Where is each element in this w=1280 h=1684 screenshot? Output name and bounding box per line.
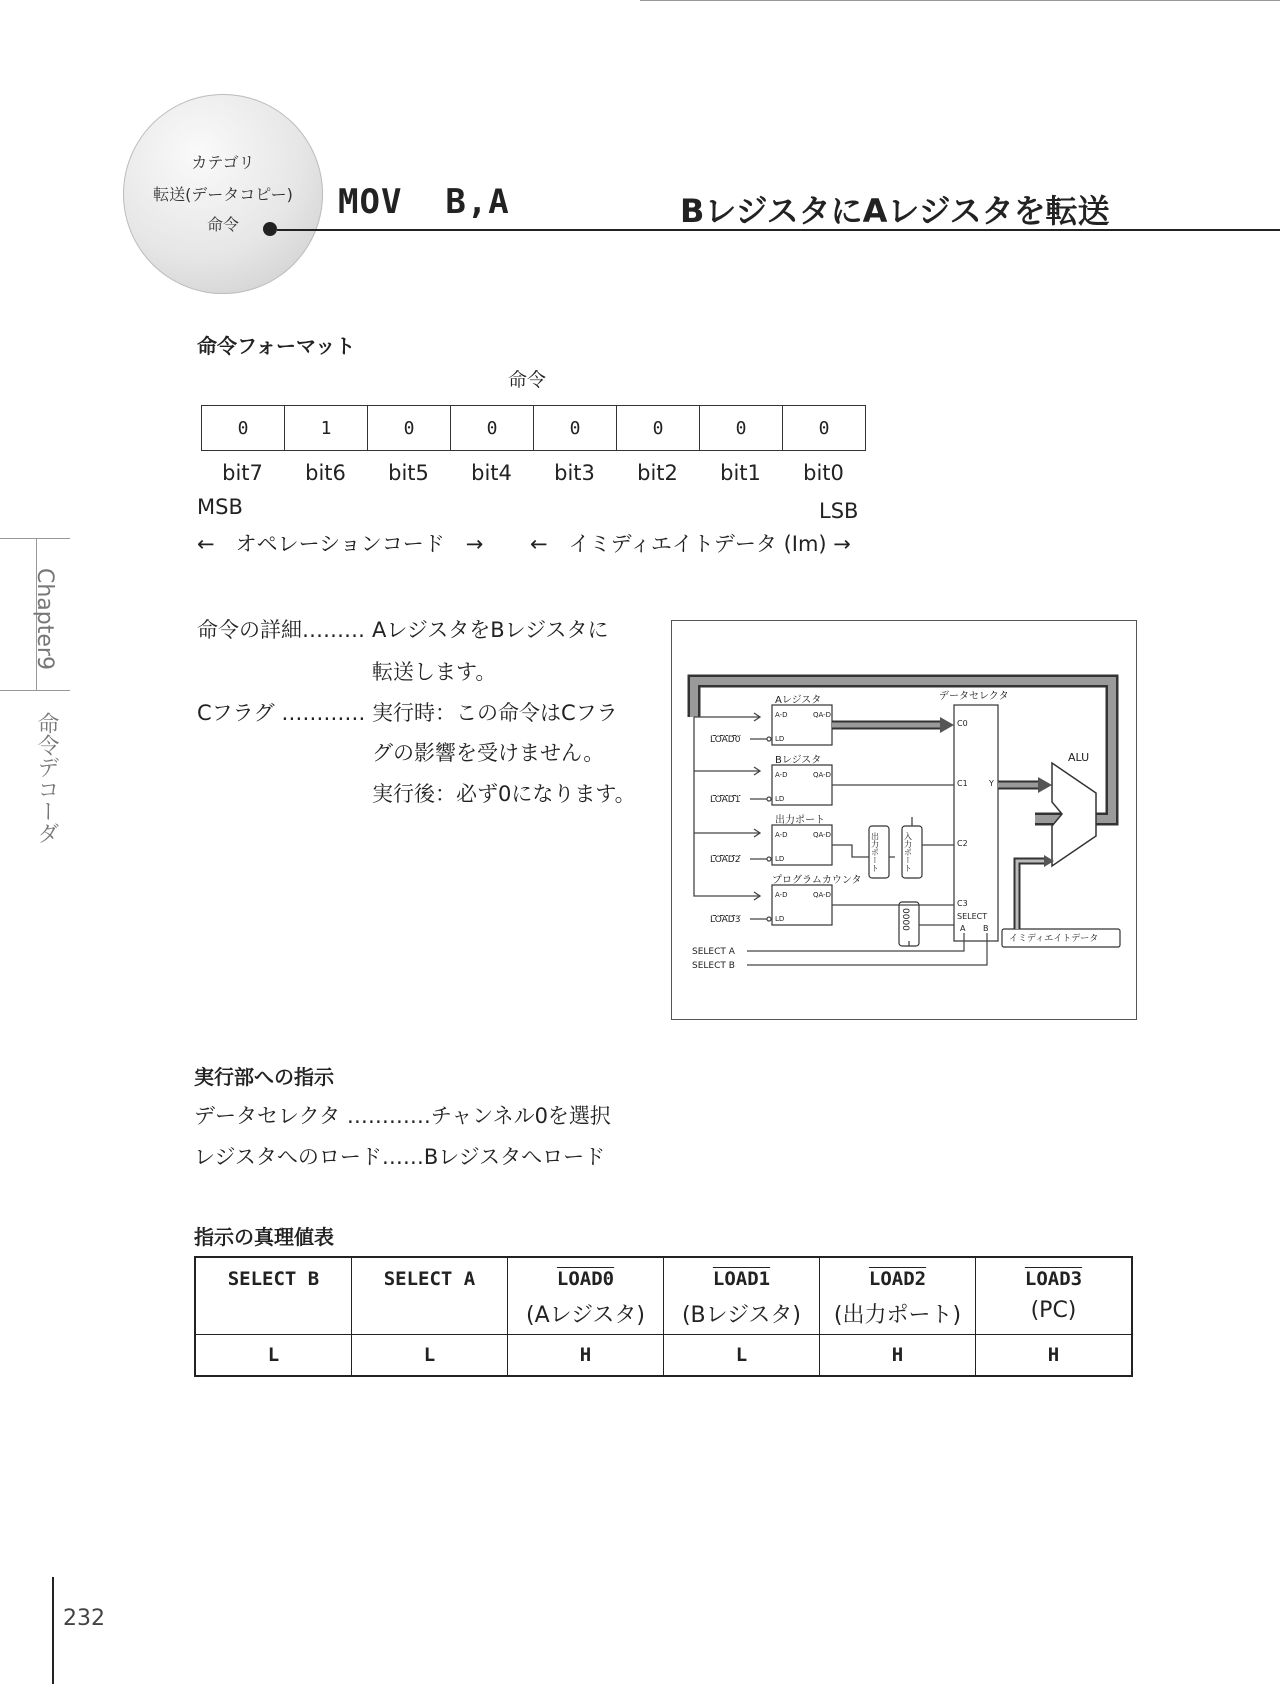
- side-title: 命令デコーダ: [34, 712, 59, 844]
- load2-label: LOAD2: [710, 855, 741, 865]
- side-chapter: Chapter9: [32, 568, 57, 670]
- truth-header-main: LOAD2: [868, 1268, 927, 1290]
- a-out-arrow: [940, 717, 954, 733]
- truth-header: [976, 1257, 1133, 1335]
- ad-label: A-D: [775, 771, 788, 779]
- c3-label: C3: [957, 899, 968, 908]
- b-register-label: Bレジスタ: [775, 755, 822, 766]
- truth-cell: [976, 1335, 1133, 1377]
- out-port-vlabel: 出力ポート: [870, 832, 880, 872]
- bit-cell: 0: [202, 406, 285, 451]
- format-title: 命令フォーマット: [197, 334, 356, 358]
- category-value: 転送(データコピー): [153, 185, 293, 204]
- truth-table: [194, 1256, 1133, 1377]
- truth-header: [820, 1257, 976, 1335]
- ld-label: LD: [775, 735, 785, 743]
- bit-label: bit6: [305, 461, 346, 485]
- truth-header-main: LOAD1: [712, 1268, 771, 1290]
- c2-label: C2: [957, 839, 968, 848]
- truth-value: H: [1047, 1344, 1060, 1366]
- pc-label: プログラムカウンタ: [772, 875, 862, 886]
- exec-title: 実行部への指示: [194, 1065, 334, 1089]
- truth-cell: [664, 1335, 820, 1377]
- detail-text: AレジスタをBレジスタに: [372, 618, 609, 642]
- input-arrows: [754, 713, 760, 900]
- imm-bus-fill: [1017, 861, 1048, 929]
- alu-label: ALU: [1068, 751, 1090, 764]
- q-label: QA-D: [813, 891, 832, 899]
- bit-cell: 0: [700, 406, 783, 451]
- ad-label: A-D: [775, 831, 788, 839]
- q-label: QA-D: [813, 831, 832, 839]
- truth-cell: [820, 1335, 976, 1377]
- page-number: 232: [63, 1606, 105, 1631]
- exec-line: レジスタへのロード……Bレジスタへロード: [194, 1145, 606, 1169]
- q-label: QA-D: [813, 771, 832, 779]
- select-a-pin: A: [960, 924, 966, 933]
- cflag-text: 実行後：必ず0になります。: [372, 782, 636, 806]
- bit-cell: 1: [285, 406, 368, 451]
- instruction-mnemonic: MOV B,A: [338, 182, 510, 222]
- msb-label: MSB: [197, 495, 243, 519]
- truth-header: [508, 1257, 664, 1335]
- truth-header-sub: (Aレジスタ): [525, 1303, 645, 1328]
- a-register-label: Aレジスタ: [775, 695, 822, 706]
- truth-cell: [508, 1335, 664, 1377]
- feedback-bus-fill: [694, 681, 1112, 819]
- bit-table: [201, 405, 866, 451]
- exec-line: データセレクタ …………チャンネル0を選択: [194, 1104, 611, 1128]
- category-label: カテゴリ: [191, 153, 255, 172]
- bit-cell: 0: [617, 406, 700, 451]
- opcode-label: ← オペレーションコード →: [197, 532, 484, 556]
- bit-cell: 0: [451, 406, 534, 451]
- imm-label: イミディエイトデータ: [1009, 934, 1099, 944]
- cflag-text: グの影響を受けません。: [372, 741, 605, 765]
- truth-value: L: [423, 1344, 436, 1366]
- truth-header-main: LOAD3: [1024, 1268, 1083, 1290]
- imm-bus: [1017, 861, 1048, 929]
- zeros-label: 0000: [900, 908, 910, 931]
- select-a-label: SELECT A: [692, 947, 735, 957]
- block-diagram: [672, 621, 1136, 1019]
- truth-title: 指示の真理値表: [194, 1225, 334, 1249]
- ld-label: LD: [775, 795, 785, 803]
- ld-label: LD: [775, 915, 785, 923]
- ad-label: A-D: [775, 711, 788, 719]
- load1-label: LOAD1: [710, 795, 741, 805]
- q-label: QA-D: [813, 711, 832, 719]
- format-table-title: 命令: [508, 369, 547, 391]
- truth-header: [195, 1257, 352, 1335]
- bit-label: bit0: [803, 461, 844, 485]
- truth-cell: [352, 1335, 508, 1377]
- select-label: SELECT: [957, 912, 988, 921]
- truth-header-main: LOAD0: [556, 1268, 615, 1290]
- truth-header: [664, 1257, 820, 1335]
- cflag-text: 実行時：この命令はCフラ: [372, 701, 618, 725]
- truth-header-sub: (Bレジスタ): [681, 1303, 802, 1328]
- c1-label: C1: [957, 779, 968, 788]
- bit-label: bit5: [388, 461, 429, 485]
- page-number-rule: [52, 1577, 54, 1684]
- out-port-label: 出力ポート: [775, 815, 825, 826]
- bit-cell: 0: [534, 406, 617, 451]
- detail-text: 転送します。: [372, 660, 497, 684]
- bit-cell: 0: [783, 406, 866, 451]
- y-arrow: [1038, 777, 1052, 793]
- detail-label: 命令の詳細………: [197, 618, 365, 642]
- truth-header-sub: (出力ポート): [833, 1303, 962, 1328]
- cflag-label: Cフラグ …………: [197, 701, 366, 725]
- ld-label: LD: [775, 855, 785, 863]
- truth-value: L: [735, 1344, 748, 1366]
- select-b-pin: B: [983, 924, 989, 933]
- bit-label: bit4: [471, 461, 512, 485]
- truth-value: H: [891, 1344, 904, 1366]
- load0-label: LOAD0: [710, 735, 741, 745]
- bit-label: bit7: [222, 461, 263, 485]
- y-label: Y: [989, 779, 994, 788]
- select-b-label: SELECT B: [692, 961, 735, 971]
- ad-label: A-D: [775, 891, 788, 899]
- truth-header-sub: (PC): [1030, 1298, 1077, 1323]
- truth-header: [352, 1257, 508, 1335]
- bit-label: bit2: [637, 461, 678, 485]
- c0-label: C0: [957, 719, 968, 728]
- header-bullet: [263, 222, 277, 236]
- load3-label: LOAD3: [710, 915, 741, 925]
- immediate-label: ← イミディエイトデータ (Im) →: [530, 532, 851, 556]
- truth-header-main: SELECT A: [383, 1268, 476, 1290]
- bit-cell: 0: [368, 406, 451, 451]
- instruction-summary: BレジスタにAレジスタを転送: [680, 192, 1110, 230]
- diagram-frame: [671, 620, 1137, 1020]
- side-divider: [0, 690, 70, 691]
- truth-value: L: [267, 1344, 280, 1366]
- bit-label: bit3: [554, 461, 595, 485]
- feedback-bus: [694, 681, 1112, 819]
- top-rule: [640, 0, 1280, 1]
- selector-label: データセレクタ: [939, 691, 1009, 702]
- bit-label: bit1: [720, 461, 761, 485]
- category-type: 命令: [206, 215, 239, 234]
- in-port-vlabel: 入力ポート: [903, 832, 913, 872]
- lsb-label: LSB: [819, 499, 859, 523]
- truth-header-main: SELECT B: [227, 1268, 320, 1290]
- side-divider: [0, 538, 70, 539]
- truth-value: H: [579, 1344, 592, 1366]
- truth-cell: [195, 1335, 352, 1377]
